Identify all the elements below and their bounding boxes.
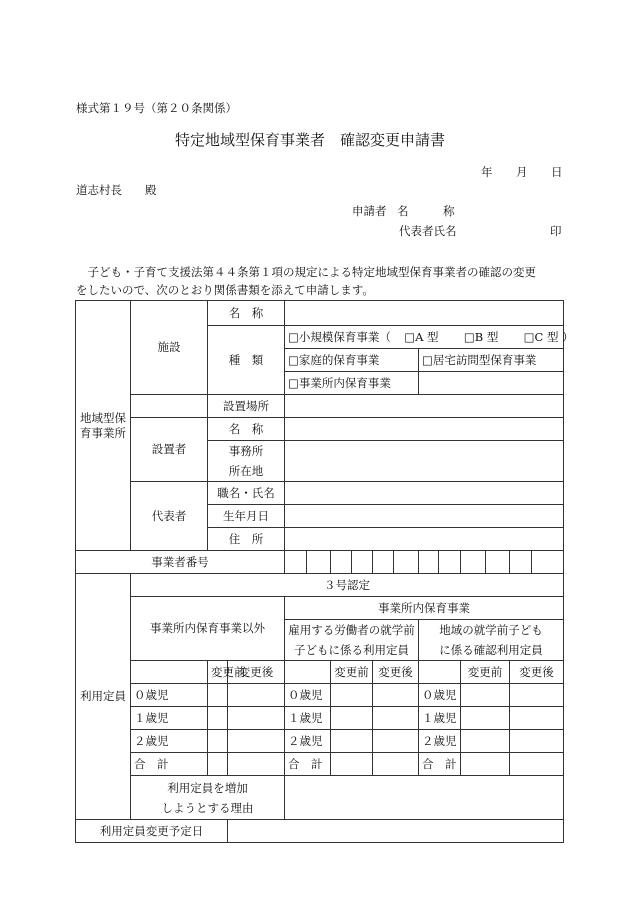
facility-name-field[interactable]: [285, 301, 564, 326]
nw-total: 合 計: [131, 753, 208, 776]
operator-digit-7[interactable]: [419, 551, 439, 574]
emp-total-before[interactable]: [331, 753, 373, 776]
emp-age-2-after[interactable]: [373, 730, 419, 753]
loc-total: 合 計: [419, 753, 461, 776]
nw-total-before[interactable]: [208, 753, 228, 776]
facility-location-spacer: [131, 395, 208, 418]
operator-number-label: 事業者番号: [76, 551, 285, 574]
loc-age-header: [419, 661, 461, 684]
option-type-c-label: C 型: [534, 329, 559, 344]
office-location-field[interactable]: [285, 441, 564, 482]
non-workplace-header: 事業所内保育事業以外: [131, 597, 285, 661]
option-home-visit-cell: [419, 349, 564, 372]
facility-section-line-1: 地域型保: [80, 410, 126, 425]
nw-age-1-after[interactable]: [228, 707, 285, 730]
rep-birthdate-field[interactable]: [285, 505, 564, 528]
operator-digit-5[interactable]: [373, 551, 394, 574]
office-location-label: [208, 441, 285, 482]
emp-age-1: １歳児: [285, 707, 331, 730]
nw-age-2-after[interactable]: [228, 730, 285, 753]
nw-age-0: ０歳児: [131, 684, 208, 707]
emp-age-0: ０歳児: [285, 684, 331, 707]
loc-age-2: ２歳児: [419, 730, 461, 753]
emp-age-2-before[interactable]: [331, 730, 373, 753]
loc-age-0-before[interactable]: [461, 684, 510, 707]
applicant-rep-label: 代表者氏名: [399, 224, 457, 238]
checkbox-home-based[interactable]: [288, 353, 299, 367]
emp-age-0-after[interactable]: [373, 684, 419, 707]
nw-total-after[interactable]: [228, 753, 285, 776]
addressee: 道志村長 殿: [76, 183, 157, 197]
loc-age-1-before[interactable]: [461, 707, 510, 730]
checkbox-type-b[interactable]: [464, 330, 475, 345]
nw-age-1-before[interactable]: [208, 707, 228, 730]
loc-total-after[interactable]: [510, 753, 564, 776]
founder-group-label: 設置者: [131, 418, 208, 482]
facility-location-field[interactable]: [285, 395, 564, 418]
loc-age-0-after[interactable]: [510, 684, 564, 707]
rep-title-name-field[interactable]: [285, 482, 564, 505]
application-form-table: [75, 300, 574, 843]
operator-digit-8[interactable]: [439, 551, 461, 574]
founder-name-label: 名 称: [208, 418, 285, 441]
option-home-based-cell: [285, 349, 419, 372]
founder-name-field[interactable]: [285, 418, 564, 441]
option-close-paren: ）: [562, 329, 574, 344]
option-in-workplace-label: 事業所内保育事業: [298, 375, 391, 390]
emp-age-1-after[interactable]: [373, 707, 419, 730]
loc-age-0: ０歳児: [419, 684, 461, 707]
rep-birthdate-label: 生年月日: [208, 505, 285, 528]
option-small-scale-label: 小規模保育事業（: [298, 329, 391, 344]
nw-age-0-before[interactable]: [208, 684, 228, 707]
page-title: 特定地域型保育事業者 確認変更申請書: [175, 131, 446, 149]
change-date-label: 利用定員変更予定日: [76, 820, 228, 843]
option-in-workplace-cell: [285, 372, 419, 395]
operator-digit-1[interactable]: [285, 551, 307, 574]
loc-age-1: １歳児: [419, 707, 461, 730]
facility-name-label: 名 称: [208, 301, 285, 326]
nw-age-2-before[interactable]: [208, 730, 228, 753]
facility-type-row-1: [285, 326, 574, 349]
operator-digit-12[interactable]: [532, 551, 564, 574]
nw-age-0-after[interactable]: [228, 684, 285, 707]
rep-title-name-label: 職名・氏名: [208, 482, 285, 505]
facility-section-label: [76, 301, 131, 551]
facility-type-label: 種 類: [208, 326, 285, 395]
nw-after-header: 変更後: [228, 661, 285, 684]
applicant-name-label: 名 称: [397, 204, 455, 218]
date-year: 年: [481, 165, 493, 179]
option-home-based-label: 家庭的保育事業: [298, 352, 380, 367]
emp-total: 合 計: [285, 753, 331, 776]
loc-age-2-after[interactable]: [510, 730, 564, 753]
facility-section-line-2: 育事業所: [80, 425, 126, 440]
operator-digit-4[interactable]: [352, 551, 373, 574]
date-day: 日: [551, 165, 563, 179]
operator-digit-11[interactable]: [510, 551, 532, 574]
emp-age-header: [285, 661, 331, 684]
checkbox-type-c[interactable]: [524, 330, 535, 345]
nw-age-header: [131, 661, 208, 684]
reason-label-line-2: しようとする理由: [161, 800, 254, 815]
emp-total-after[interactable]: [373, 753, 419, 776]
intro-line-2: をしたいので、次のとおり関係書類を添えて申請します。: [76, 283, 374, 297]
change-date-field[interactable]: [228, 820, 564, 843]
local-children-line-2: に係る確認利用定員: [439, 643, 543, 657]
emp-age-1-before[interactable]: [331, 707, 373, 730]
option-type-a-label: A 型: [415, 329, 439, 344]
employee-children-line-2: 子どもに係る利用定員: [294, 643, 409, 657]
employee-children-line-1: 雇用する労働者の就学前: [288, 623, 415, 637]
checkbox-home-visit[interactable]: [422, 353, 433, 367]
loc-total-before[interactable]: [461, 753, 510, 776]
reason-label-line-1: 利用定員を増加: [167, 780, 248, 795]
office-location-line-2: 所在地: [228, 464, 264, 478]
operator-digit-9[interactable]: [461, 551, 486, 574]
emp-age-0-before[interactable]: [331, 684, 373, 707]
capacity-section-label: 利用定員: [76, 574, 131, 820]
emp-before-header: 変更前: [331, 661, 373, 684]
option-type-b-label: B 型: [474, 329, 499, 344]
employee-children-header: [285, 620, 419, 661]
operator-digit-6[interactable]: [394, 551, 419, 574]
checkbox-type-a[interactable]: [404, 330, 415, 345]
rep-address-field[interactable]: [285, 528, 564, 551]
loc-age-2-before[interactable]: [461, 730, 510, 753]
office-location-line-1: 事務所: [228, 444, 264, 458]
nw-before-header: 変更前: [208, 661, 228, 684]
applicant-label: 申請者: [352, 204, 387, 218]
intro-line-1: 子ども・子育て支援法第４４条第１項の規定による特定地域型保育事業者の確認の変更: [76, 265, 536, 279]
operator-digit-10[interactable]: [486, 551, 510, 574]
facility-location-label: 設置場所: [208, 395, 285, 418]
emp-age-2: ２歳児: [285, 730, 331, 753]
form-number: 様式第１９号（第２０条関係）: [76, 101, 237, 115]
reason-field[interactable]: [285, 776, 564, 820]
workplace-header: 事業所内保育事業: [285, 597, 564, 620]
operator-digit-3[interactable]: [331, 551, 352, 574]
option-home-visit-label: 居宅訪問型保育事業: [432, 352, 537, 367]
checkbox-in-workplace[interactable]: [288, 376, 299, 390]
reason-label: [131, 776, 285, 820]
type-blank-cell: [419, 372, 564, 395]
seal-mark: 印: [550, 224, 562, 238]
representative-group-label: 代表者: [131, 482, 208, 551]
local-children-header: [419, 620, 564, 661]
cert3-header: ３号認定: [131, 574, 564, 597]
checkbox-small-scale[interactable]: [288, 330, 299, 345]
loc-before-header: 変更前: [461, 661, 510, 684]
operator-digit-2[interactable]: [307, 551, 331, 574]
loc-after-header: 変更後: [510, 661, 564, 684]
loc-age-1-after[interactable]: [510, 707, 564, 730]
local-children-line-1: 地域の就学前子ども: [439, 623, 543, 637]
rep-address-label: 住 所: [208, 528, 285, 551]
nw-age-1: １歳児: [131, 707, 208, 730]
date-month: 月: [516, 165, 528, 179]
nw-age-2: ２歳児: [131, 730, 208, 753]
facility-group-label: 施設: [131, 301, 208, 395]
emp-after-header: 変更後: [373, 661, 419, 684]
